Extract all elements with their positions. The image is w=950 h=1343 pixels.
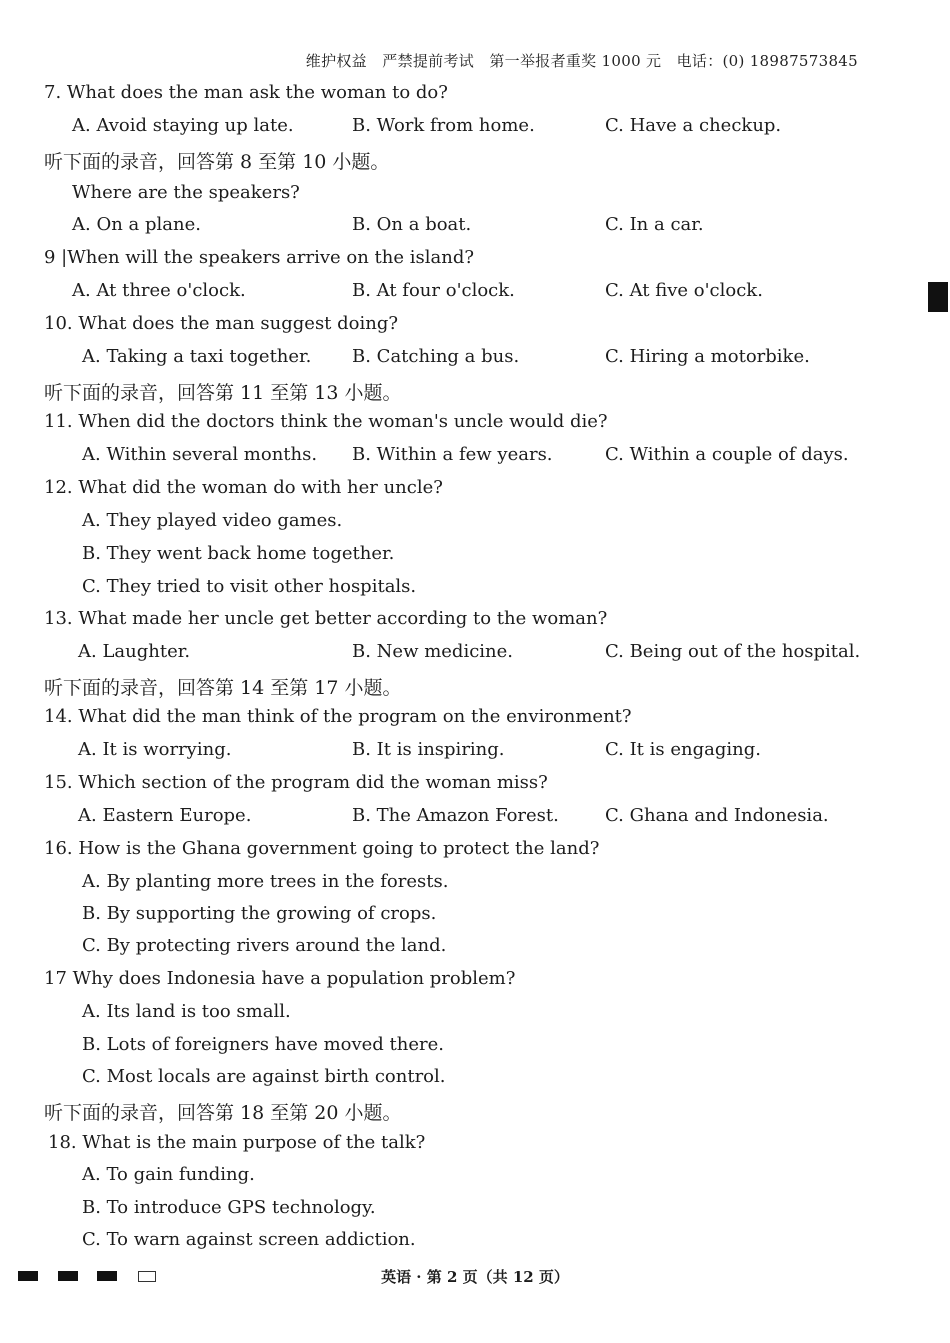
option-7a: A. Avoid staying up late. — [72, 115, 294, 136]
option-17a: A. Its land is too small. — [82, 1001, 291, 1022]
section-11-13: 听下面的录音，回答第 11 至第 13 小题。 — [44, 382, 402, 404]
option-15b: B. The Amazon Forest. — [352, 805, 559, 826]
option-11c: C. Within a couple of days. — [605, 444, 849, 465]
section-8-10: 听下面的录音，回答第 8 至第 10 小题。 — [44, 151, 390, 173]
option-9b: B. At four o'clock. — [352, 280, 515, 301]
question-17: 17 Why does Indonesia have a population problem? — [44, 968, 516, 989]
option-8a: A. On a plane. — [72, 214, 201, 235]
option-8c: C. In a car. — [605, 214, 704, 235]
side-marker — [928, 282, 948, 312]
option-13b: B. New medicine. — [352, 641, 514, 662]
option-11b: B. Within a few years. — [352, 444, 553, 465]
option-17c: C. Most locals are against birth control. — [82, 1066, 446, 1087]
option-13c: C. Being out of the hospital. — [605, 641, 861, 662]
question-8: Where are the speakers? — [72, 182, 300, 203]
question-16: 16. How is the Ghana government going to protect the land? — [44, 838, 600, 859]
option-14c: C. It is engaging. — [605, 739, 761, 760]
question-9: 9 |When will the speakers arrive on the island? — [44, 247, 475, 268]
option-10c: C. Hiring a motorbike. — [605, 346, 810, 367]
option-10b: B. Catching a bus. — [352, 346, 520, 367]
question-11: 11. When did the doctors think the woman's uncle would die? — [44, 411, 608, 432]
question-14: 14. What did the man think of the program on the environment? — [44, 706, 632, 727]
option-9c: C. At five o'clock. — [605, 280, 763, 301]
page-header: 维护权益 严禁提前考试 第一举报者重奖 1000 元 电话：(0) 18987573845 — [305, 52, 858, 70]
option-12c: C. They tried to visit other hospitals. — [82, 576, 417, 597]
question-15: 15. Which section of the program did the woman miss? — [44, 772, 548, 793]
option-16a: A. By planting more trees in the forests. — [82, 871, 449, 892]
option-15c: C. Ghana and Indonesia. — [605, 805, 829, 826]
option-14a: A. It is worrying. — [78, 739, 232, 760]
question-12: 12. What did the woman do with her uncle? — [44, 477, 443, 498]
page-footer: 英语 · 第 2 页（共 12 页） — [381, 1268, 569, 1286]
option-18a: A. To gain funding. — [82, 1164, 255, 1185]
section-14-17: 听下面的录音，回答第 14 至第 17 小题。 — [44, 677, 402, 699]
option-7b: B. Work from home. — [352, 115, 535, 136]
option-11a: A. Within several months. — [82, 444, 318, 465]
question-18: 18. What is the main purpose of the talk? — [48, 1132, 426, 1153]
option-17b: B. Lots of foreigners have moved there. — [82, 1034, 445, 1055]
option-13a: A. Laughter. — [78, 641, 191, 662]
option-16b: B. By supporting the growing of crops. — [82, 903, 437, 924]
option-12b: B. They went back home together. — [82, 543, 395, 564]
option-7c: C. Have a checkup. — [605, 115, 782, 136]
question-7: 7. What does the man ask the woman to do? — [44, 82, 448, 103]
question-10: 10. What does the man suggest doing? — [44, 313, 399, 334]
option-18c: C. To warn against screen addiction. — [82, 1229, 416, 1250]
option-15a: A. Eastern Europe. — [78, 805, 252, 826]
section-18-20: 听下面的录音，回答第 18 至第 20 小题。 — [44, 1102, 402, 1124]
option-18b: B. To introduce GPS technology. — [82, 1197, 376, 1218]
option-14b: B. It is inspiring. — [352, 739, 505, 760]
option-9a: A. At three o'clock. — [72, 280, 246, 301]
option-8b: B. On a boat. — [352, 214, 472, 235]
option-12a: A. They played video games. — [82, 510, 343, 531]
question-13: 13. What made her uncle get better according to the woman? — [44, 608, 608, 629]
option-16c: C. By protecting rivers around the land. — [82, 935, 447, 956]
option-10a: A. Taking a taxi together. — [82, 346, 312, 367]
